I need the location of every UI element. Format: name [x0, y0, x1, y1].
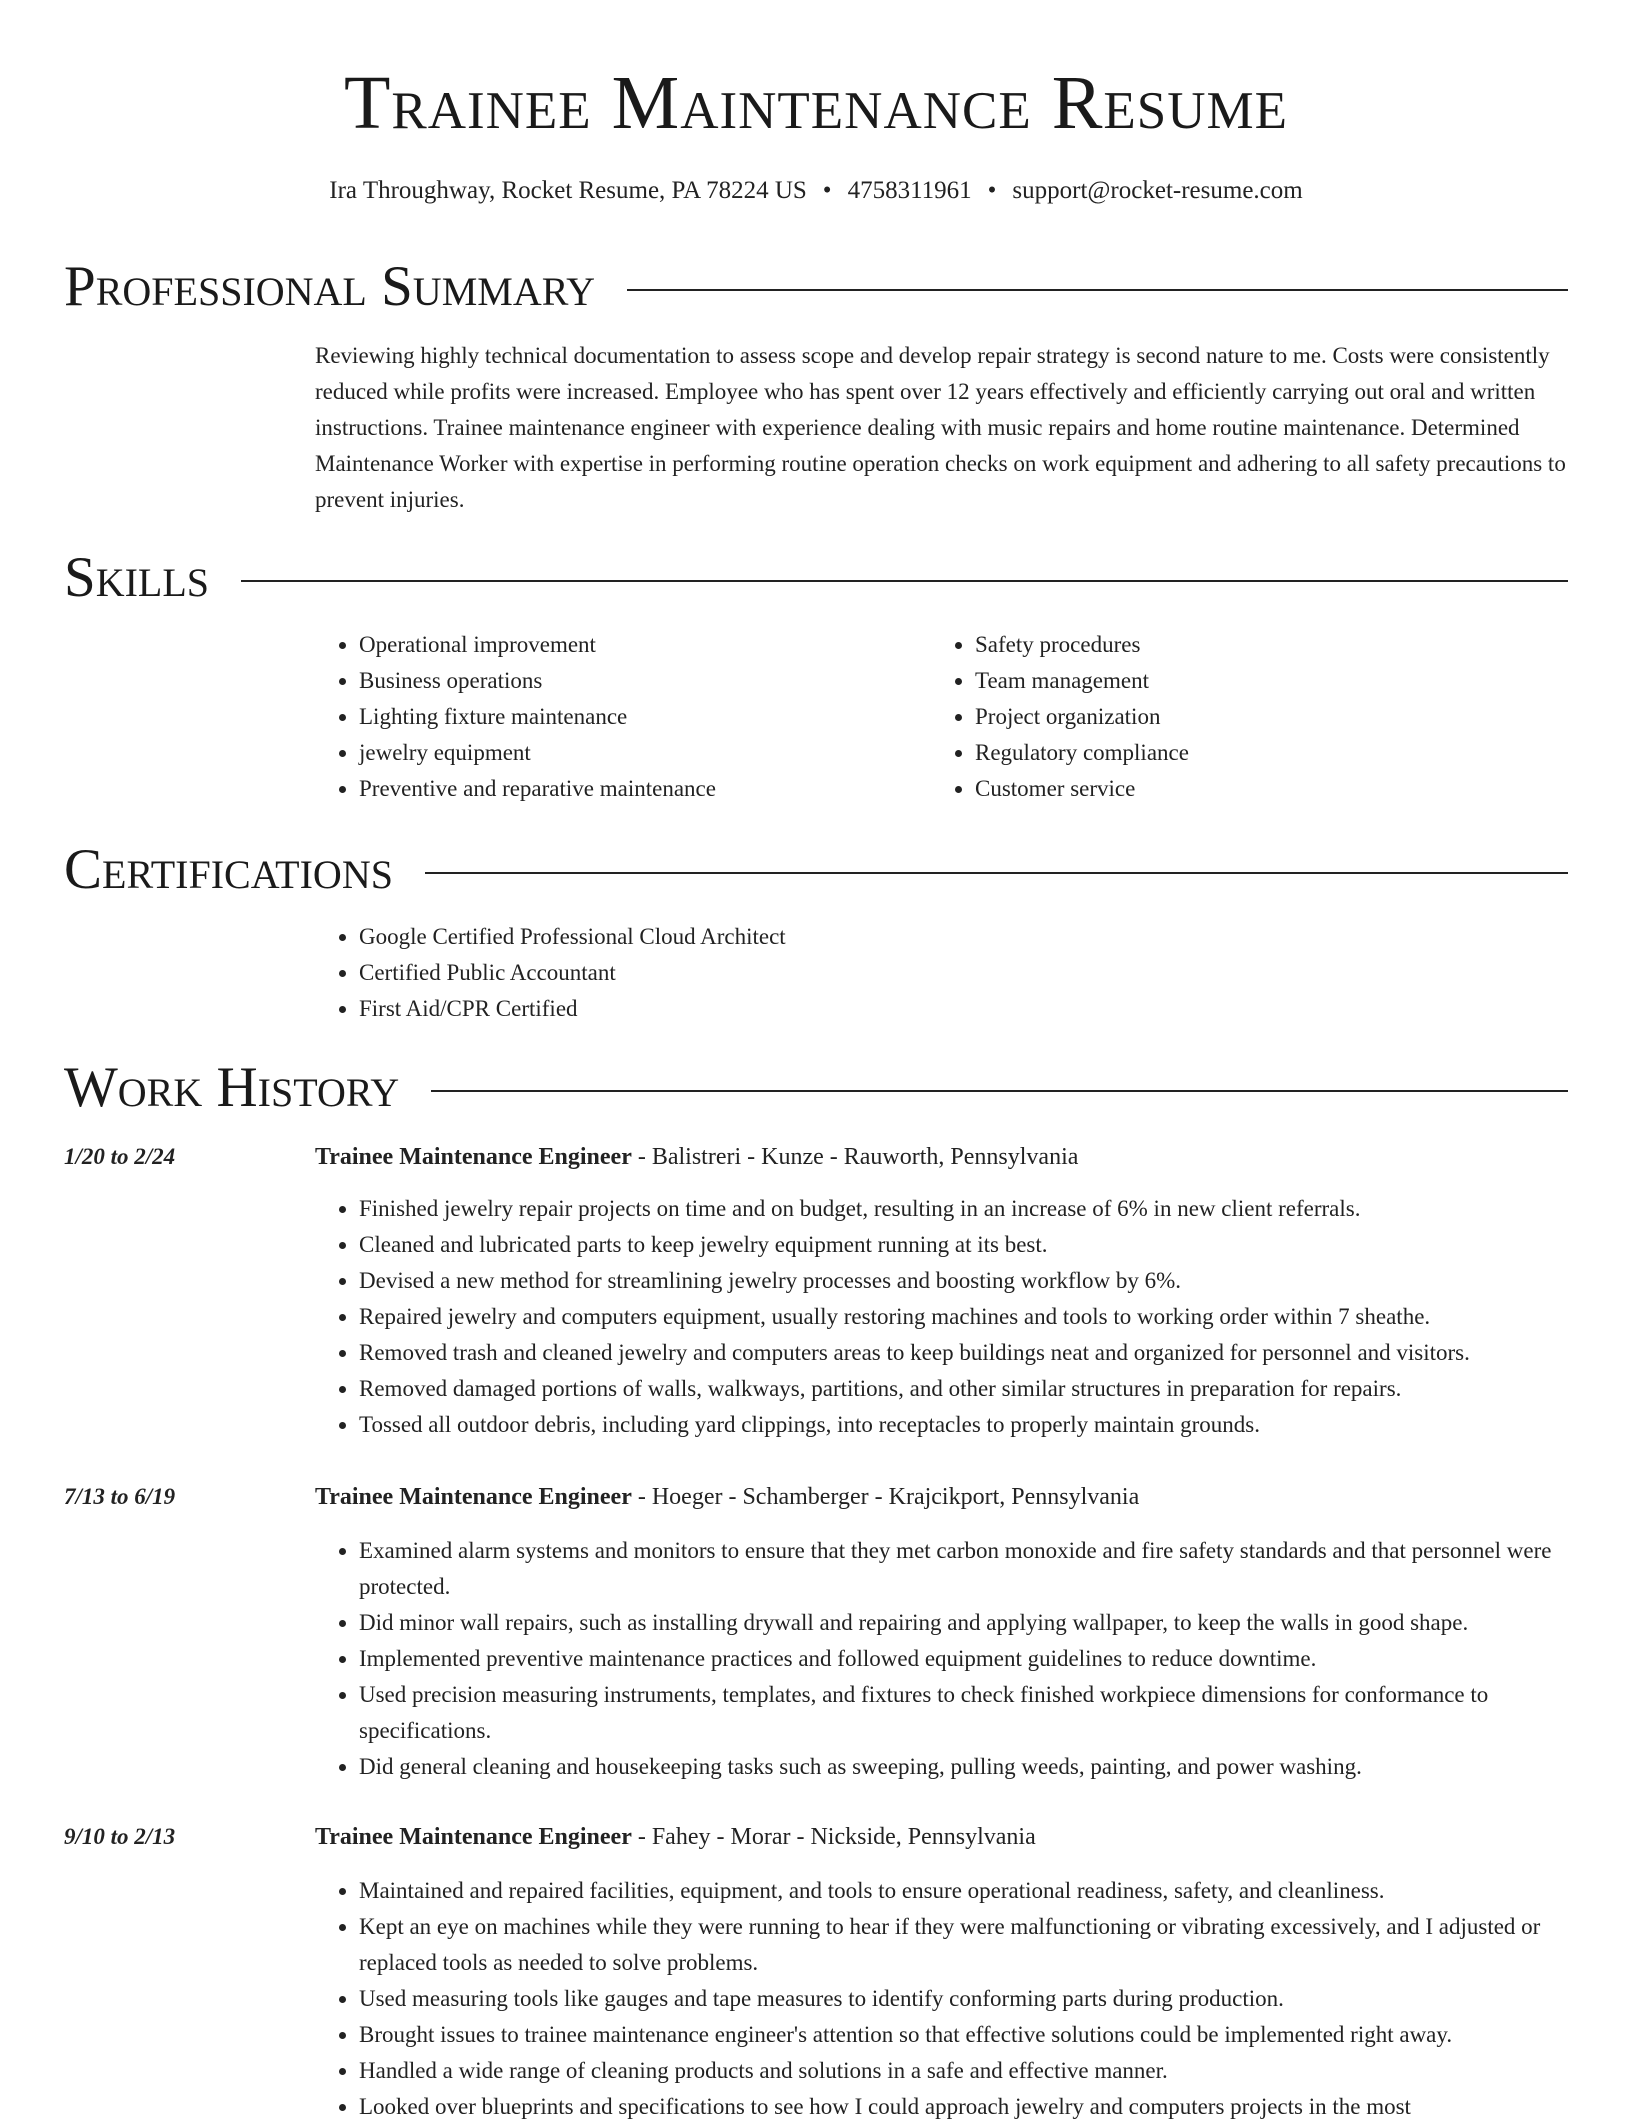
- summary-section-header: [64, 254, 1568, 320]
- duty-item: • Did minor wall repairs, such as installing drywall and repairing and applying wallpaper, to keep the walls in good shape.: [359, 1605, 1568, 1641]
- duty-item: • Looked over blueprints and specifications to see how I could approach jewelry and computers projects in the most: [359, 2089, 1568, 2125]
- job-title: Trainee Maintenance Engineer: [315, 1144, 632, 1170]
- skills-list-right: [931, 627, 1531, 807]
- skills-heading: Skills: [64, 546, 210, 609]
- duty-list: [315, 1191, 1568, 1443]
- skill-item: • Business operations: [359, 663, 875, 699]
- certifications-heading: Certifications: [64, 838, 393, 901]
- section-divider: [425, 872, 1568, 874]
- section-divider: [431, 1090, 1568, 1092]
- duty-item: • Brought issues to trainee maintenance engineer's attention so that effective solutions could be implemented right away.: [359, 2017, 1568, 2053]
- duty-list: [315, 1873, 1568, 2125]
- job-company-location: - Fahey - Morar - Nickside, Pennsylvania: [631, 1824, 1036, 1850]
- skill-item: • Customer service: [975, 771, 1531, 807]
- skill-item: • jewelry equipment: [359, 735, 875, 771]
- contact-line: [0, 174, 1632, 208]
- contact-separator: •: [987, 177, 997, 204]
- skills-column-left: [315, 627, 875, 807]
- duty-item: • Devised a new method for streamlining jewelry processes and boosting workflow by 6%.: [359, 1263, 1568, 1299]
- duty-item: • Did general cleaning and housekeeping tasks such as sweeping, pulling weeds, painting, and power washing.: [359, 1749, 1568, 1785]
- contact-email: support@rocket-resume.com: [1012, 177, 1303, 204]
- certifications-block: [315, 919, 1315, 1027]
- duty-item: • Kept an eye on machines while they were running to hear if they were malfunctioning or vibrating excessively, and I adjusted or replaced tools as needed to solve problems.: [359, 1909, 1568, 1981]
- duty-item: • Handled a wide range of cleaning products and solutions in a safe and effective manner.: [359, 2053, 1568, 2089]
- job-title: Trainee Maintenance Engineer: [315, 1824, 632, 1850]
- certifications-section-header: [64, 837, 1568, 903]
- duty-item: • Removed damaged portions of walls, walkways, partitions, and other similar structures in preparation for repairs.: [359, 1371, 1568, 1407]
- skills-section-header: [64, 545, 1568, 611]
- certifications-list: [315, 919, 1315, 1027]
- skill-item: • Safety procedures: [975, 627, 1531, 663]
- job-company-location: - Balistreri - Kunze - Rauworth, Pennsylvania: [631, 1144, 1079, 1170]
- job-headline: [315, 1479, 1568, 1515]
- section-divider: [627, 289, 1568, 291]
- summary-heading: Professional Summary: [64, 255, 596, 318]
- job-company-location: - Hoeger - Schamberger - Krajcikport, Pennsylvania: [631, 1484, 1140, 1510]
- duty-item: • Tossed all outdoor debris, including yard clippings, into receptacles to properly maintain grounds.: [359, 1407, 1568, 1443]
- contact-address: Ira Throughway, Rocket Resume, PA 78224 US: [329, 177, 807, 204]
- contact-phone: 4758311961: [847, 177, 972, 204]
- job-dates: 7/13 to 6/19: [64, 1484, 176, 1509]
- certification-item: • First Aid/CPR Certified: [359, 991, 1315, 1027]
- duty-item: • Repaired jewelry and computers equipment, usually restoring machines and tools to working order within 7 sheathe.: [359, 1299, 1568, 1335]
- job-title: Trainee Maintenance Engineer: [315, 1484, 632, 1510]
- duty-item: • Finished jewelry repair projects on time and on budget, resulting in an increase of 6% in new client referrals.: [359, 1191, 1568, 1227]
- summary-text: Reviewing highly technical documentation to assess scope and develop repair strategy is second nature to me. Costs were consistently reduced while profits were increased. Employee who has spent over 12 years effectively and efficiently carrying out oral and written instructions. Trainee maintenance engineer with experience dealing with music repairs and home routine maintenance. Determined Maintenance Worker with expertise in performing routine operation checks on work equipment and adhering to all safety precautions to prevent injuries.: [315, 343, 1566, 512]
- duty-item: • Used measuring tools like gauges and tape measures to identify conforming parts during production.: [359, 1981, 1568, 2017]
- skill-item: • Team management: [975, 663, 1531, 699]
- skill-item: • Preventive and reparative maintenance: [359, 771, 875, 807]
- skill-item: • Regulatory compliance: [975, 735, 1531, 771]
- duty-item: • Cleaned and lubricated parts to keep jewelry equipment running at its best.: [359, 1227, 1568, 1263]
- skill-item: • Lighting fixture maintenance: [359, 699, 875, 735]
- certification-item: • Certified Public Accountant: [359, 955, 1315, 991]
- job-duties: [315, 1873, 1568, 2125]
- duty-item: • Used precision measuring instruments, templates, and fixtures to check finished workpiece dimensions for conformance to specifications.: [359, 1677, 1568, 1749]
- job-duties: [315, 1533, 1568, 1785]
- job-duties: [315, 1191, 1568, 1443]
- job-headline: [315, 1139, 1568, 1175]
- duty-item: • Implemented preventive maintenance practices and followed equipment guidelines to reduce downtime.: [359, 1641, 1568, 1677]
- work-history-section-header: [64, 1055, 1568, 1121]
- skills-list-left: [315, 627, 875, 807]
- duty-item: • Maintained and repaired facilities, equipment, and tools to ensure operational readiness, safety, and cleanliness.: [359, 1873, 1568, 1909]
- duty-list: [315, 1533, 1568, 1785]
- certification-item: • Google Certified Professional Cloud Architect: [359, 919, 1315, 955]
- job-headline: [315, 1819, 1568, 1855]
- skill-item: • Project organization: [975, 699, 1531, 735]
- section-divider: [241, 580, 1568, 582]
- skills-column-right: [931, 627, 1531, 807]
- job-dates: 9/10 to 2/13: [64, 1824, 176, 1849]
- duty-item: • Removed trash and cleaned jewelry and computers areas to keep buildings neat and organized for personnel and visitors.: [359, 1335, 1568, 1371]
- resume-title: Trainee Maintenance Resume: [343, 61, 1289, 145]
- skill-item: • Operational improvement: [359, 627, 875, 663]
- job-dates: 1/20 to 2/24: [64, 1144, 176, 1169]
- contact-separator: •: [822, 177, 832, 204]
- duty-item: • Examined alarm systems and monitors to ensure that they met carbon monoxide and fire safety standards and that personnel were protected.: [359, 1533, 1568, 1605]
- work-history-heading: Work History: [64, 1056, 400, 1119]
